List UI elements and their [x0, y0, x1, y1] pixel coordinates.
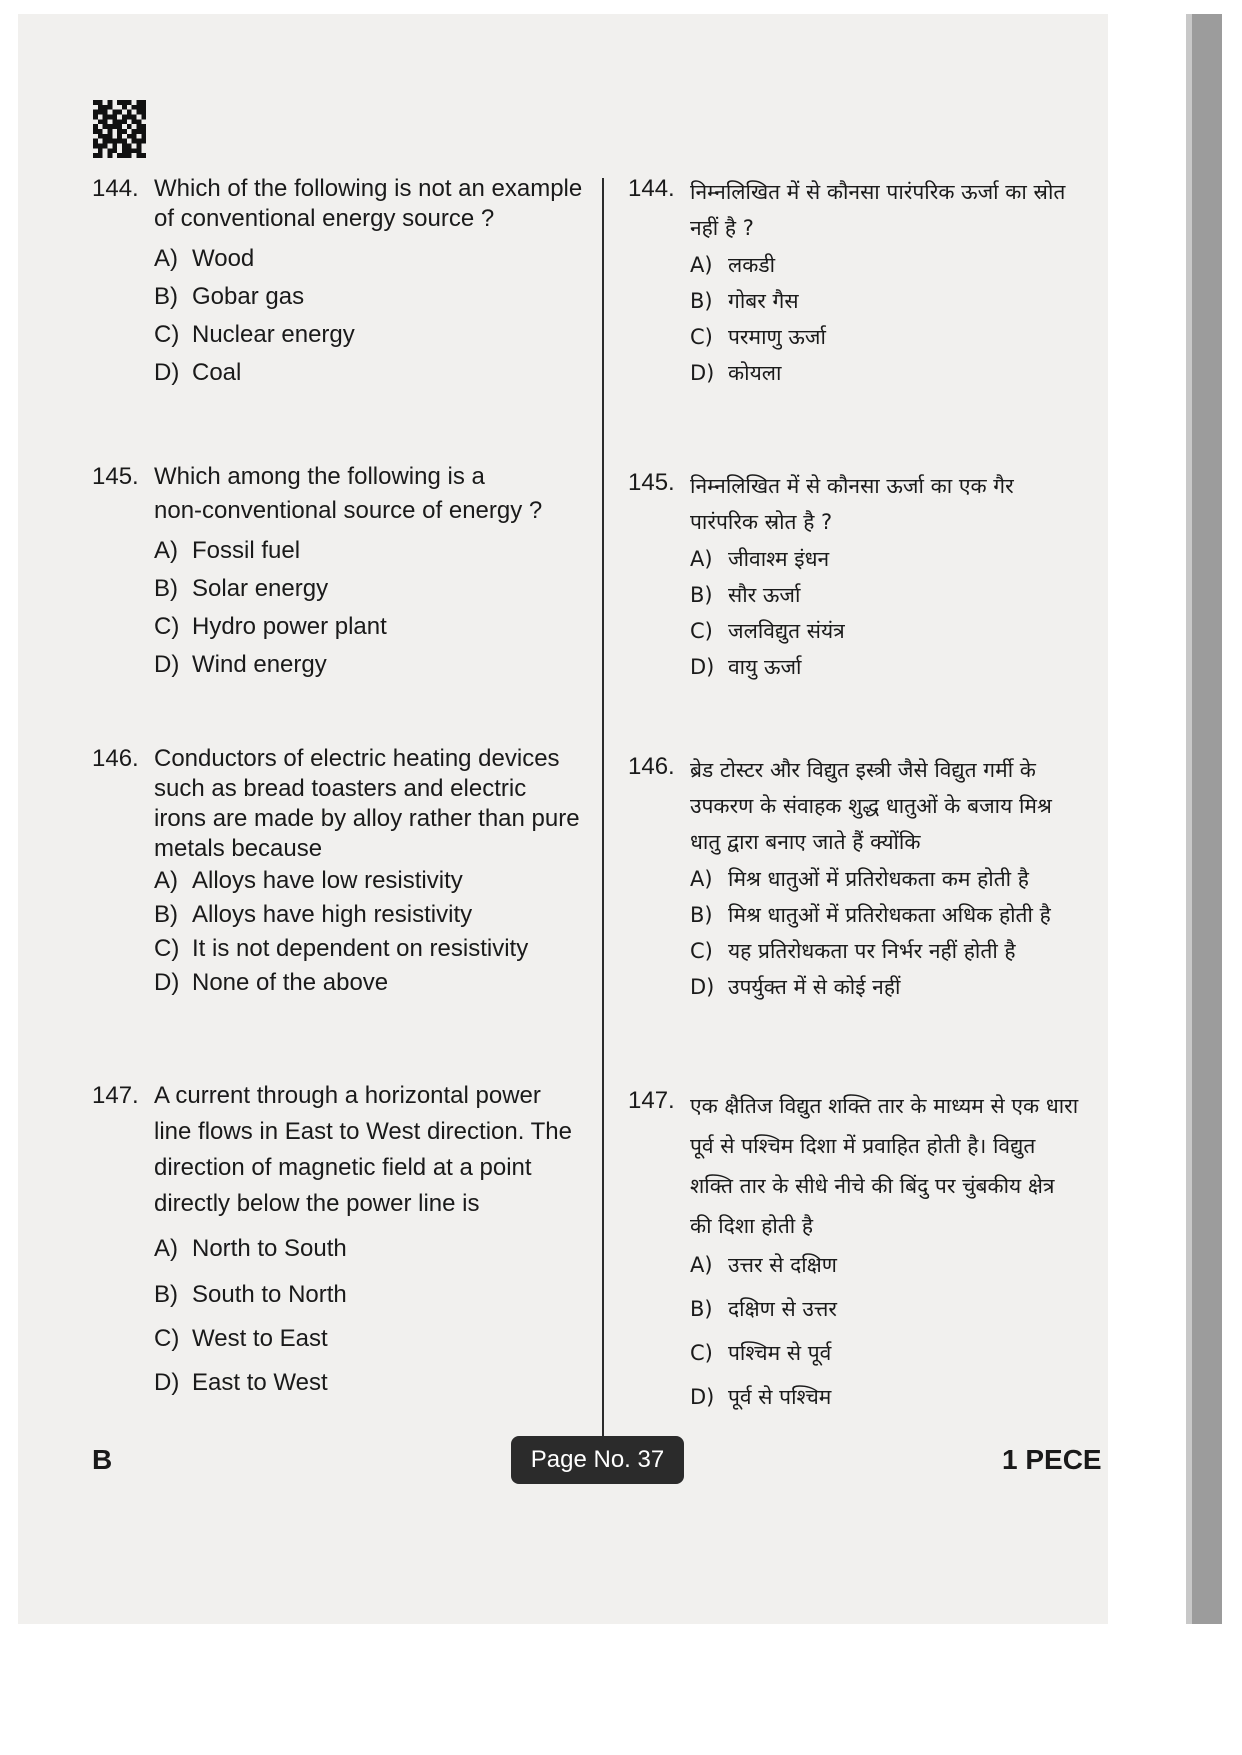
option-d: D) East to West	[154, 1369, 328, 1396]
column-divider	[602, 178, 604, 1440]
option-d: D) वायु ऊर्जा	[690, 655, 802, 679]
question-text: ब्रेड टोस्टर और विद्युत इस्त्री जैसे विद्युत गर्मी के उपकरण के संवाहक शुद्ध धातुओं के बजाय मिश्र धातु द्वारा बनाए जाते हैं क्योंकि	[690, 758, 1052, 854]
option-c: C) Hydro power plant	[154, 613, 387, 640]
option-b: B) Alloys have high resistivity	[154, 901, 473, 928]
option-c: C) जलविद्युत संयंत्र	[690, 619, 845, 643]
option-a: A) North to South	[154, 1235, 347, 1262]
option-b: B) Solar energy	[154, 575, 329, 602]
option-a: A) Alloys have low resistivity	[154, 867, 463, 894]
question-text: निम्नलिखित में से कौनसा पारंपरिक ऊर्जा का स्रोत नहीं है ?	[690, 180, 1066, 240]
option-c: C) Nuclear energy	[154, 321, 355, 348]
option-d: D) उपर्युक्त में से कोई नहीं	[690, 975, 901, 999]
question-text: Which of the following is not an example of conventional energy source ?	[154, 175, 583, 232]
option-a: A) मिश्र धातुओं में प्रतिरोधकता कम होती है	[690, 867, 1029, 891]
option-d: D) Wind energy	[154, 651, 327, 678]
question-text: Conductors of electric heating devices such as bread toasters and electric irons are made by alloy rather than pure metals because	[154, 745, 580, 862]
option-a: A) उत्तर से दक्षिण	[690, 1253, 837, 1277]
question-text: Which among the following is a non-conventional source of energy ?	[154, 463, 543, 524]
option-c: C) परमाणु ऊर्जा	[690, 325, 826, 349]
page-number: Page No. 37	[511, 1436, 684, 1484]
option-c: C) पश्चिम से पूर्व	[690, 1341, 832, 1365]
question-number: 146.	[92, 745, 139, 772]
paper-code: 1 PECE	[1002, 1444, 1102, 1475]
question-text: A current through a horizontal power line flows in East to West direction. The direction of magnetic field at a point directly below the power line is	[154, 1082, 572, 1217]
question-number: 147.	[92, 1082, 139, 1109]
question-number: 146.	[628, 753, 675, 780]
option-b: B) Gobar gas	[154, 283, 305, 310]
option-d: D) पूर्व से पश्चिम	[690, 1385, 832, 1409]
option-b: B) South to North	[154, 1281, 347, 1308]
option-c: C) यह प्रतिरोधकता पर निर्भर नहीं होती है	[690, 939, 1016, 963]
option-c: C) West to East	[154, 1325, 328, 1352]
question-number: 147.	[628, 1087, 675, 1114]
option-a: A) Wood	[154, 245, 255, 272]
option-d: D) None of the above	[154, 969, 389, 996]
option-c: C) It is not dependent on resistivity	[154, 935, 529, 962]
option-d: D) Coal	[154, 359, 242, 386]
qr-code-icon	[92, 100, 152, 158]
question-text: निम्नलिखित में से कौनसा ऊर्जा का एक गैर पारंपरिक स्रोत है ?	[690, 474, 1014, 534]
option-b: B) सौर ऊर्जा	[690, 583, 801, 607]
question-number: 144.	[628, 175, 675, 202]
option-a: A) लकडी	[690, 253, 776, 277]
question-number: 145.	[628, 469, 675, 496]
option-b: B) गोबर गैस	[690, 289, 799, 313]
series-code: B	[92, 1444, 113, 1475]
option-b: B) मिश्र धातुओं में प्रतिरोधकता अधिक होती है	[690, 903, 1051, 927]
option-a: A) जीवाश्म इंधन	[690, 547, 830, 571]
question-number: 144.	[92, 175, 139, 202]
option-b: B) दक्षिण से उत्तर	[690, 1297, 837, 1321]
question-text: एक क्षैतिज विद्युत शक्ति तार के माध्यम से एक धारा पूर्व से पश्चिम दिशा में प्रवाहित होती है। विद्युत शक्ति तार के सीधे नीचे की बिंदु पर चुंबकीय क्षेत्र की दिशा होती है	[690, 1094, 1079, 1238]
question-number: 145.	[92, 463, 139, 490]
sheet-edge	[1192, 14, 1222, 1624]
option-d: D) कोयला	[690, 361, 782, 385]
option-a: A) Fossil fuel	[154, 537, 301, 564]
